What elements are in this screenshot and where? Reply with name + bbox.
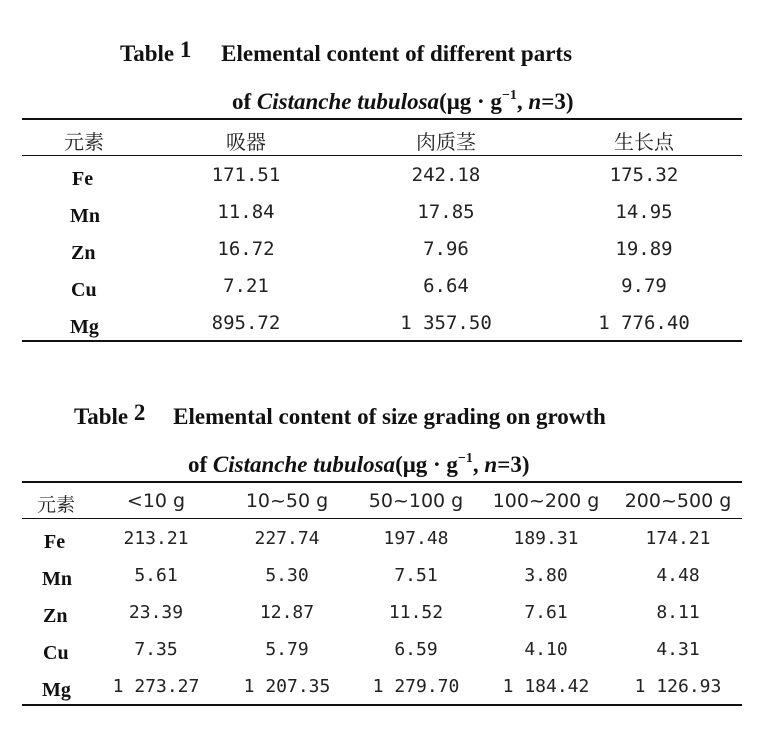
table1-header-element: 元素 [64, 130, 104, 154]
table2-title-of: of [188, 452, 208, 477]
table1-title-units-mid: , [516, 89, 523, 114]
table1-title-of: of [232, 89, 252, 114]
table2-caption-line1 [74, 400, 606, 431]
table2-row-cu-10-50: 5.79 [265, 639, 309, 660]
table2-caption-line2 [188, 445, 529, 479]
table2-top-rule [22, 481, 742, 483]
table2-row-mn-50-100: 7.51 [394, 565, 438, 586]
table1-top-rule [22, 118, 742, 120]
table1-row-zn-growing-point: 19.89 [615, 238, 673, 260]
table1-title-line1: Elemental content of different parts [221, 41, 573, 66]
table1-row-fe-fleshy-stem: 242.18 [411, 164, 481, 186]
table2-title-units-mid: , [472, 452, 479, 477]
table1-number: 1 [179, 37, 192, 62]
table1-header-rule [22, 155, 742, 156]
table2-row-zn-10-50: 12.87 [259, 602, 315, 623]
table2-header-100-200: 100~200 g [492, 490, 600, 512]
table2-title-line1: Elemental content of size grading on growth [173, 404, 606, 429]
table2-header-50-100: 50~100 g [368, 490, 464, 512]
table2-header-rule [22, 518, 742, 519]
table1-row-mg-growing-point: 1 776.40 [598, 312, 690, 334]
table2-row-fe-10-50: 227.74 [254, 528, 320, 549]
table2-row-zn-lt10: 23.39 [128, 602, 184, 623]
table1-row-mg-fleshy-stem: 1 357.50 [400, 312, 492, 334]
table1-row-cu-element: Cu [71, 279, 97, 301]
table2-row-fe-100-200: 189.31 [513, 528, 579, 549]
table1-row-mn-growing-point: 14.95 [615, 201, 673, 223]
table1-row-mn-fleshy-stem: 17.85 [417, 201, 475, 223]
table1-row-fe-haustorium: 171.51 [211, 164, 281, 186]
table2-row-cu-element: Cu [43, 642, 69, 664]
table2-row-mn-200-500: 4.48 [656, 565, 700, 586]
table2-header-lt10: <10 g [126, 490, 186, 512]
table2-row-cu-lt10: 7.35 [134, 639, 178, 660]
table2-row-mn-element: Mn [42, 568, 72, 590]
table2-row-cu-100-200: 4.10 [524, 639, 568, 660]
table1-row-zn-haustorium: 16.72 [217, 238, 275, 260]
table1-bottom-rule [22, 340, 742, 342]
table2-row-fe-50-100: 197.48 [383, 528, 449, 549]
table2-row-mg-50-100: 1 279.70 [372, 676, 460, 697]
table1-row-mg-haustorium: 895.72 [211, 312, 281, 334]
table1-row-fe-element: Fe [72, 168, 94, 190]
table1-row-mg-element: Mg [70, 316, 99, 338]
table2-bottom-rule [22, 704, 742, 706]
table2-title-n: n [484, 452, 498, 477]
table1-caption-line1 [120, 37, 573, 68]
table2-row-cu-200-500: 4.31 [656, 639, 700, 660]
table1-label: Table [120, 41, 175, 66]
table2-row-mn-lt10: 5.61 [134, 565, 178, 586]
table2-header-10-50: 10~50 g [245, 490, 329, 512]
table2-row-zn-element: Zn [43, 605, 68, 627]
table2-title-n-rest: =3) [497, 452, 530, 477]
table2-label: Table [74, 404, 129, 429]
table2-row-mg-200-500: 1 126.93 [634, 676, 722, 697]
table2-row-mg-10-50: 1 207.35 [243, 676, 331, 697]
table1-title-units-sup: −1 [501, 88, 517, 103]
table1-title-species: Cistanche tubulosa [256, 89, 440, 114]
table2-row-cu-50-100: 6.59 [394, 639, 438, 660]
table1-row-cu-growing-point: 9.79 [621, 275, 667, 297]
table1-row-zn-fleshy-stem: 7.96 [423, 238, 469, 260]
table1-header-growing-point: 生长点 [614, 130, 674, 154]
table2-row-mn-10-50: 5.30 [265, 565, 309, 586]
table2-title-species: Cistanche tubulosa [212, 452, 396, 477]
table2-row-zn-100-200: 7.61 [524, 602, 568, 623]
table2-row-zn-200-500: 8.11 [656, 602, 700, 623]
table1-row-mn-haustorium: 11.84 [217, 201, 275, 223]
table1-title-units: (μg · g [439, 89, 502, 114]
table1-row-cu-haustorium: 7.21 [223, 275, 269, 297]
table2-row-mg-lt10: 1 273.27 [112, 676, 200, 697]
table1-row-cu-fleshy-stem: 6.64 [423, 275, 469, 297]
table2-row-mg-element: Mg [42, 679, 71, 701]
table2-row-mg-100-200: 1 184.42 [502, 676, 590, 697]
table1-caption-line2 [232, 82, 573, 116]
table2-title-units-sup: −1 [457, 451, 473, 466]
table2-row-fe-lt10: 213.21 [123, 528, 189, 549]
table2-number: 2 [133, 400, 146, 425]
table2-row-zn-50-100: 11.52 [388, 602, 444, 623]
table2-header-200-500: 200~500 g [624, 490, 732, 512]
table1-title-n: n [528, 89, 542, 114]
table1-row-fe-growing-point: 175.32 [609, 164, 679, 186]
table2-row-mn-100-200: 3.80 [524, 565, 568, 586]
table2-header-element: 元素 [36, 494, 76, 516]
table2-row-fe-200-500: 174.21 [645, 528, 711, 549]
table1-header-fleshy-stem: 肉质茎 [416, 130, 476, 154]
table2-row-fe-element: Fe [44, 531, 66, 553]
table2-title-units: (μg · g [395, 452, 458, 477]
table1-row-mn-element: Mn [70, 205, 100, 227]
table1-header-haustorium: 吸器 [226, 130, 266, 154]
table1-row-zn-element: Zn [71, 242, 96, 264]
table1-title-n-rest: =3) [541, 89, 574, 114]
